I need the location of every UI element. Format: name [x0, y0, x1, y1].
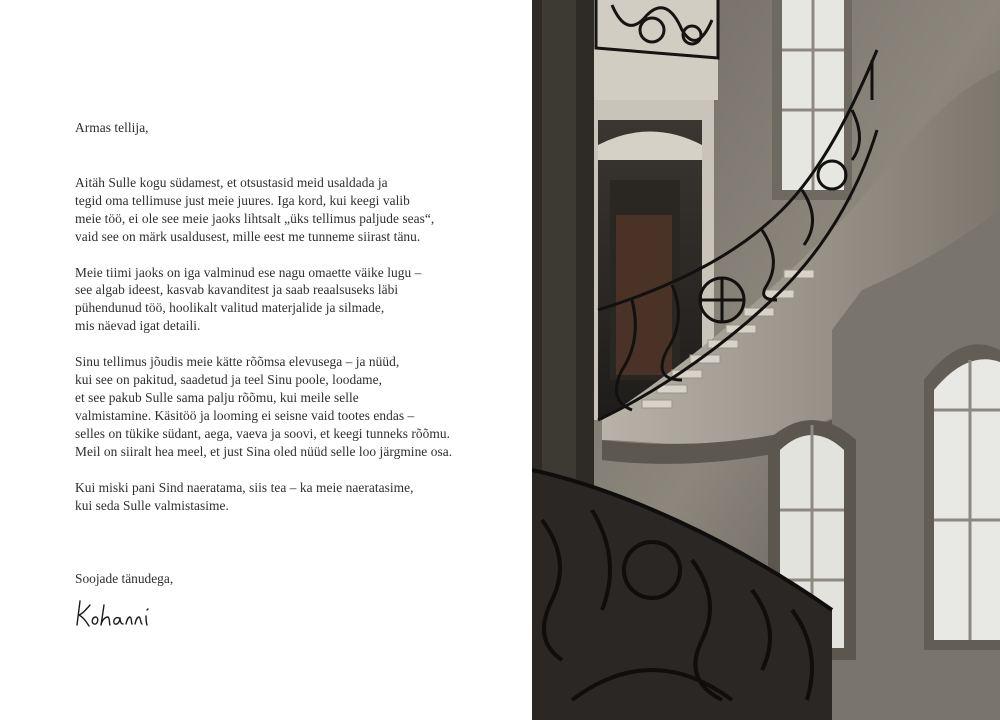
letter-line: Aitäh Sulle kogu südamest, et otsustasid meid usaldada ja: [75, 174, 388, 190]
letter-line: Meie tiimi jaoks on iga valminud ese nagu omaette väike lugu –: [75, 264, 422, 280]
letter-line: mis näevad igat detaili.: [75, 318, 201, 334]
letter-line: vaid see on märk usaldusest, mille eest me tunneme siirast tänu.: [75, 228, 421, 244]
letter-line: see algab ideest, kasvab kavanditest ja saab reaalsuseks läbi: [75, 282, 399, 298]
letter-line: et see pakub Sulle sama palju rõõmu, kui meile selle: [75, 389, 359, 405]
letter-line: kui see on pakitud, saadetud ja teel Sinu poole, loodame,: [75, 372, 383, 388]
letter-line: Kui miski pani Sind naeratama, siis tea – ka meie naeratasime,: [75, 479, 414, 495]
staircase-photo: [532, 0, 1000, 720]
letter-closing: Soojade tänudega,: [75, 571, 174, 586]
letter-line: meie töö, ei ole see meie jaoks lihtsalt „üks tellimus paljude seas“,: [75, 210, 435, 226]
letter-paragraph: [75, 174, 515, 246]
letter-line: valmistamine. Käsitöö ja looming ei seisne vaid tootes endas –: [75, 407, 415, 423]
letter-line: tegid oma tellimuse just meie juures. Iga kord, kui keegi valib: [75, 192, 410, 208]
letter-paragraph: [75, 479, 515, 515]
letter-line: kui seda Sulle valmistasime.: [75, 497, 229, 513]
letter-paragraph: [75, 353, 515, 460]
letter-line: selles on tükike südant, aega, vaeva ja soovi, et keegi tunneks rõõmu.: [75, 425, 450, 441]
letter-line: Meil on siiralt hea meel, et just Sina oled nüüd selle loo järgmine osa.: [75, 443, 453, 459]
letter-line: pühendunud töö, hoolikalt valitud materjalide ja silmade,: [75, 300, 385, 316]
letter-line: Sinu tellimus jõudis meie kätte rõõmsa elevusega – ja nüüd,: [75, 354, 400, 370]
letter-body: [75, 119, 515, 532]
letter-greeting: Armas tellija,: [75, 120, 149, 135]
letter-paragraph: [75, 264, 515, 336]
staircase-illustration: [532, 0, 1000, 720]
handwritten-signature: [74, 597, 164, 631]
